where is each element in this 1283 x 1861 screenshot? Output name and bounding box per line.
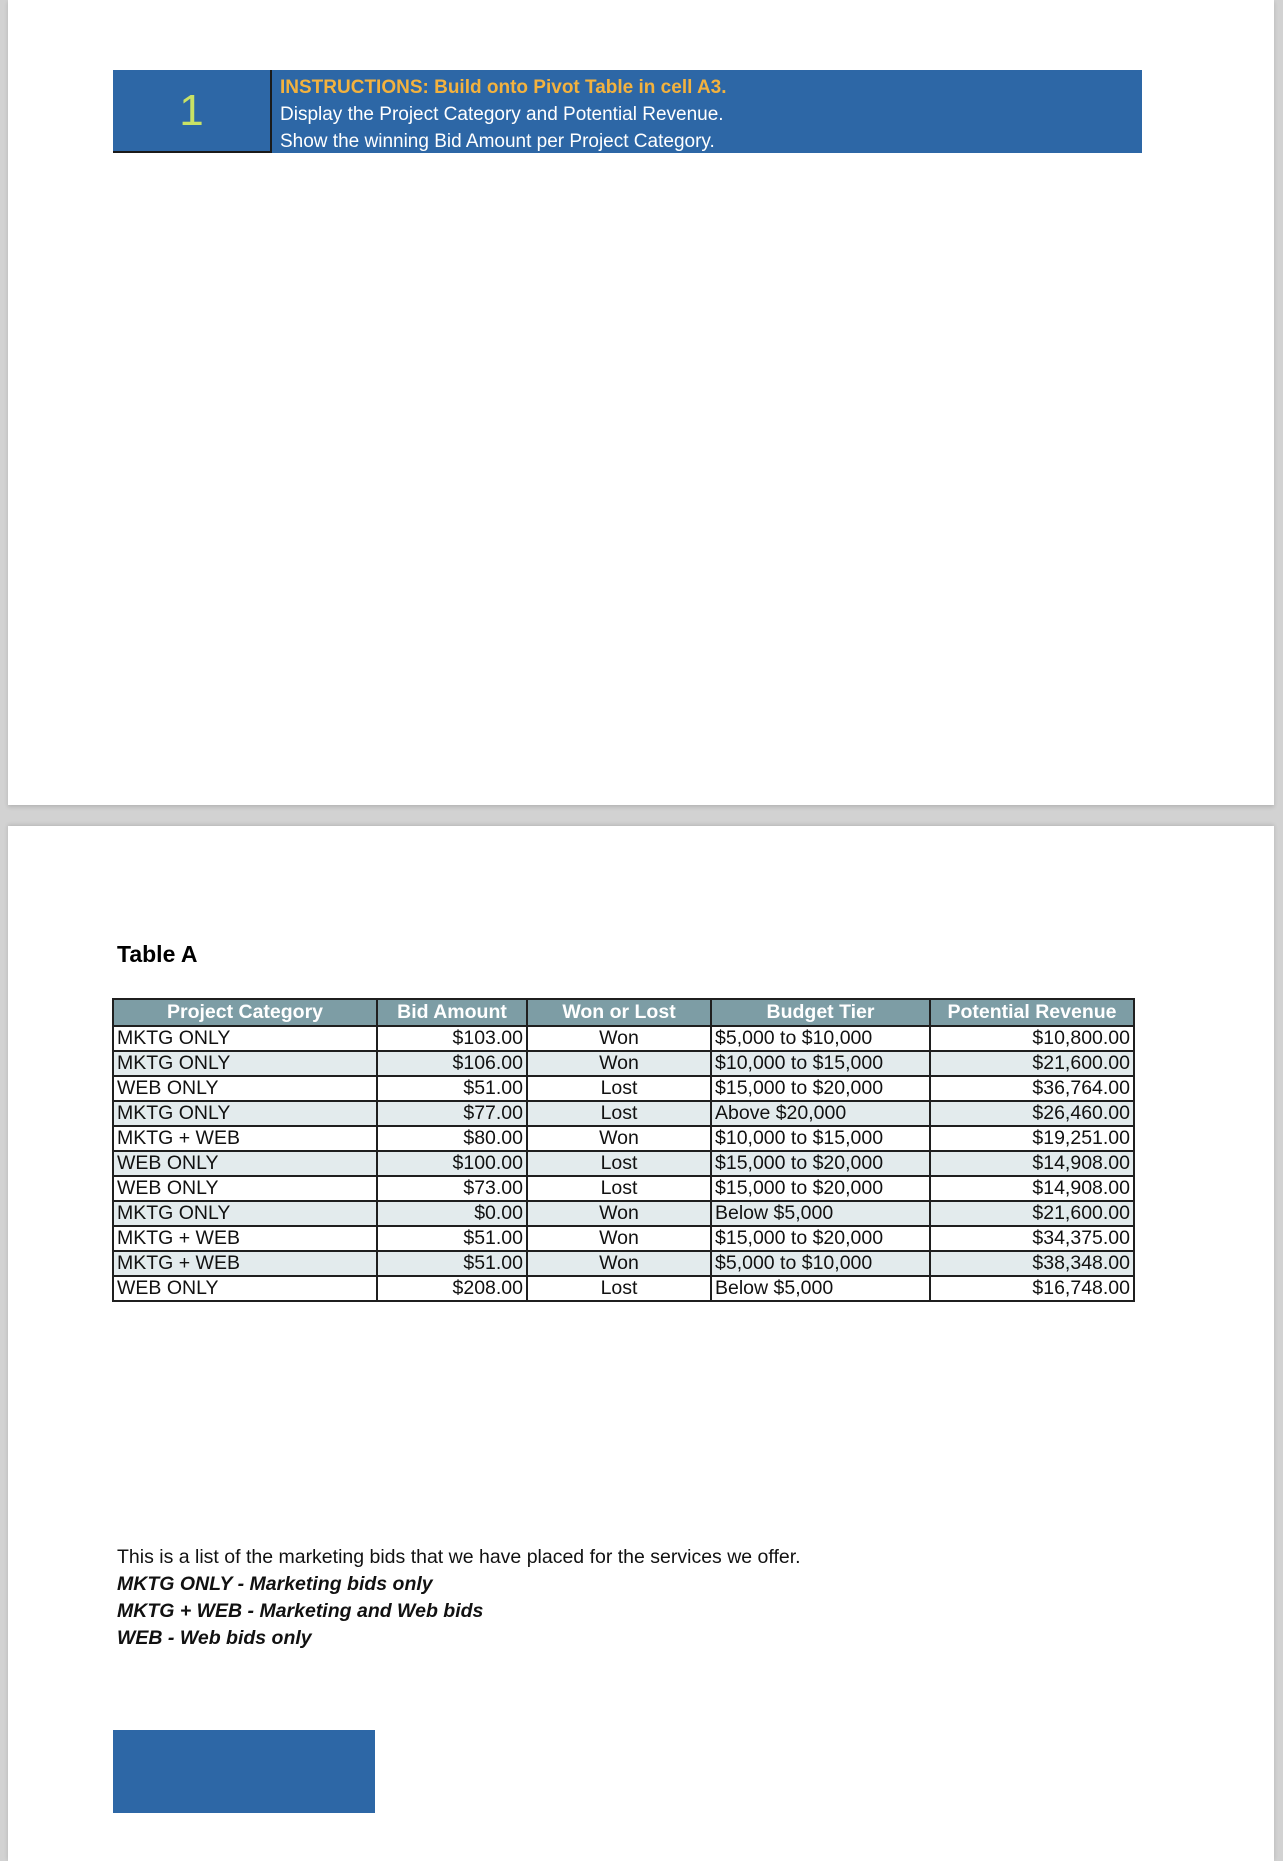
- cell-project-category[interactable]: MKTG ONLY: [113, 1201, 377, 1226]
- cell-bid-amount[interactable]: $51.00: [377, 1251, 527, 1276]
- blue-block: [113, 1730, 375, 1813]
- header-budget-tier[interactable]: Budget Tier: [711, 999, 930, 1026]
- table-row: [113, 1251, 1134, 1276]
- cell-won-or-lost[interactable]: Won: [527, 1026, 711, 1051]
- cell-bid-amount[interactable]: $77.00: [377, 1101, 527, 1126]
- cell-won-or-lost[interactable]: Lost: [527, 1151, 711, 1176]
- table-header-row: [113, 999, 1134, 1026]
- cell-budget-tier[interactable]: $15,000 to $20,000: [711, 1226, 930, 1251]
- cell-bid-amount[interactable]: $51.00: [377, 1076, 527, 1101]
- cell-won-or-lost[interactable]: Lost: [527, 1101, 711, 1126]
- note-mktg-only: MKTG ONLY - Marketing bids only: [117, 1573, 433, 1595]
- cell-bid-amount[interactable]: $80.00: [377, 1126, 527, 1151]
- cell-bid-amount[interactable]: $51.00: [377, 1226, 527, 1251]
- cell-budget-tier[interactable]: $10,000 to $15,000: [711, 1126, 930, 1151]
- cell-bid-amount[interactable]: $100.00: [377, 1151, 527, 1176]
- table-row: [113, 1226, 1134, 1251]
- cell-budget-tier[interactable]: $10,000 to $15,000: [711, 1051, 930, 1076]
- cell-project-category[interactable]: MKTG + WEB: [113, 1226, 377, 1251]
- note-mktg-web: MKTG + WEB - Marketing and Web bids: [117, 1600, 484, 1622]
- header-won-or-lost[interactable]: Won or Lost: [527, 999, 711, 1026]
- instruction-line-3: Show the winning Bid Amount per Project Category.: [280, 131, 715, 152]
- sheet-page-1: [8, 0, 1274, 805]
- cell-project-category[interactable]: WEB ONLY: [113, 1176, 377, 1201]
- cell-budget-tier[interactable]: $15,000 to $20,000: [711, 1176, 930, 1201]
- note-web: WEB - Web bids only: [117, 1627, 312, 1649]
- cell-potential-revenue[interactable]: $14,908.00: [930, 1176, 1134, 1201]
- cell-won-or-lost[interactable]: Won: [527, 1051, 711, 1076]
- cell-potential-revenue[interactable]: $16,748.00: [930, 1276, 1134, 1301]
- table-row: [113, 1151, 1134, 1176]
- instruction-banner: [113, 70, 1142, 153]
- cell-won-or-lost[interactable]: Lost: [527, 1076, 711, 1101]
- cell-potential-revenue[interactable]: $34,375.00: [930, 1226, 1134, 1251]
- table-title: Table A: [117, 941, 198, 967]
- cell-project-category[interactable]: WEB ONLY: [113, 1276, 377, 1301]
- cell-bid-amount[interactable]: $103.00: [377, 1026, 527, 1051]
- table-row: [113, 1126, 1134, 1151]
- cell-won-or-lost[interactable]: Lost: [527, 1276, 711, 1301]
- cell-won-or-lost[interactable]: Won: [527, 1226, 711, 1251]
- cell-potential-revenue[interactable]: $10,800.00: [930, 1026, 1134, 1051]
- instruction-line-2: Display the Project Category and Potential Revenue.: [280, 104, 724, 125]
- cell-potential-revenue[interactable]: $21,600.00: [930, 1051, 1134, 1076]
- cell-bid-amount[interactable]: $73.00: [377, 1176, 527, 1201]
- instruction-text: [280, 74, 1132, 155]
- header-project-category[interactable]: Project Category: [113, 999, 377, 1026]
- cell-won-or-lost[interactable]: Lost: [527, 1176, 711, 1201]
- table-row: [113, 1026, 1134, 1051]
- cell-bid-amount[interactable]: $106.00: [377, 1051, 527, 1076]
- cell-potential-revenue[interactable]: $36,764.00: [930, 1076, 1134, 1101]
- table-row: [113, 1176, 1134, 1201]
- table-row: [113, 1051, 1134, 1076]
- notes-block: [117, 1544, 801, 1652]
- cell-budget-tier[interactable]: $15,000 to $20,000: [711, 1076, 930, 1101]
- header-potential-revenue[interactable]: Potential Revenue: [930, 999, 1134, 1026]
- cell-potential-revenue[interactable]: $21,600.00: [930, 1201, 1134, 1226]
- cell-bid-amount[interactable]: $0.00: [377, 1201, 527, 1226]
- cell-won-or-lost[interactable]: Won: [527, 1201, 711, 1226]
- cell-bid-amount[interactable]: $208.00: [377, 1276, 527, 1301]
- cell-budget-tier[interactable]: $5,000 to $10,000: [711, 1251, 930, 1276]
- cell-budget-tier[interactable]: Above $20,000: [711, 1101, 930, 1126]
- cell-potential-revenue[interactable]: $38,348.00: [930, 1251, 1134, 1276]
- cell-project-category[interactable]: MKTG + WEB: [113, 1126, 377, 1151]
- cell-project-category[interactable]: MKTG ONLY: [113, 1026, 377, 1051]
- cell-budget-tier[interactable]: $15,000 to $20,000: [711, 1151, 930, 1176]
- table-row: [113, 1201, 1134, 1226]
- cell-potential-revenue[interactable]: $14,908.00: [930, 1151, 1134, 1176]
- table-row: [113, 1101, 1134, 1126]
- cell-potential-revenue[interactable]: $19,251.00: [930, 1126, 1134, 1151]
- sheet-page-2: [8, 826, 1274, 1861]
- cell-project-category[interactable]: MKTG + WEB: [113, 1251, 377, 1276]
- cell-project-category[interactable]: WEB ONLY: [113, 1151, 377, 1176]
- table-row: [113, 1076, 1134, 1101]
- cell-potential-revenue[interactable]: $26,460.00: [930, 1101, 1134, 1126]
- step-number: 1: [113, 70, 272, 153]
- instruction-heading: INSTRUCTIONS: Build onto Pivot Table in cell A3.: [280, 77, 727, 98]
- cell-budget-tier[interactable]: $5,000 to $10,000: [711, 1026, 930, 1051]
- cell-project-category[interactable]: MKTG ONLY: [113, 1051, 377, 1076]
- bids-table: [112, 998, 1135, 1302]
- notes-intro: This is a list of the marketing bids that we have placed for the services we offer.: [117, 1546, 801, 1568]
- cell-project-category[interactable]: WEB ONLY: [113, 1076, 377, 1101]
- cell-won-or-lost[interactable]: Won: [527, 1126, 711, 1151]
- cell-won-or-lost[interactable]: Won: [527, 1251, 711, 1276]
- cell-budget-tier[interactable]: Below $5,000: [711, 1201, 930, 1226]
- table-row: [113, 1276, 1134, 1301]
- cell-project-category[interactable]: MKTG ONLY: [113, 1101, 377, 1126]
- header-bid-amount[interactable]: Bid Amount: [377, 999, 527, 1026]
- cell-budget-tier[interactable]: Below $5,000: [711, 1276, 930, 1301]
